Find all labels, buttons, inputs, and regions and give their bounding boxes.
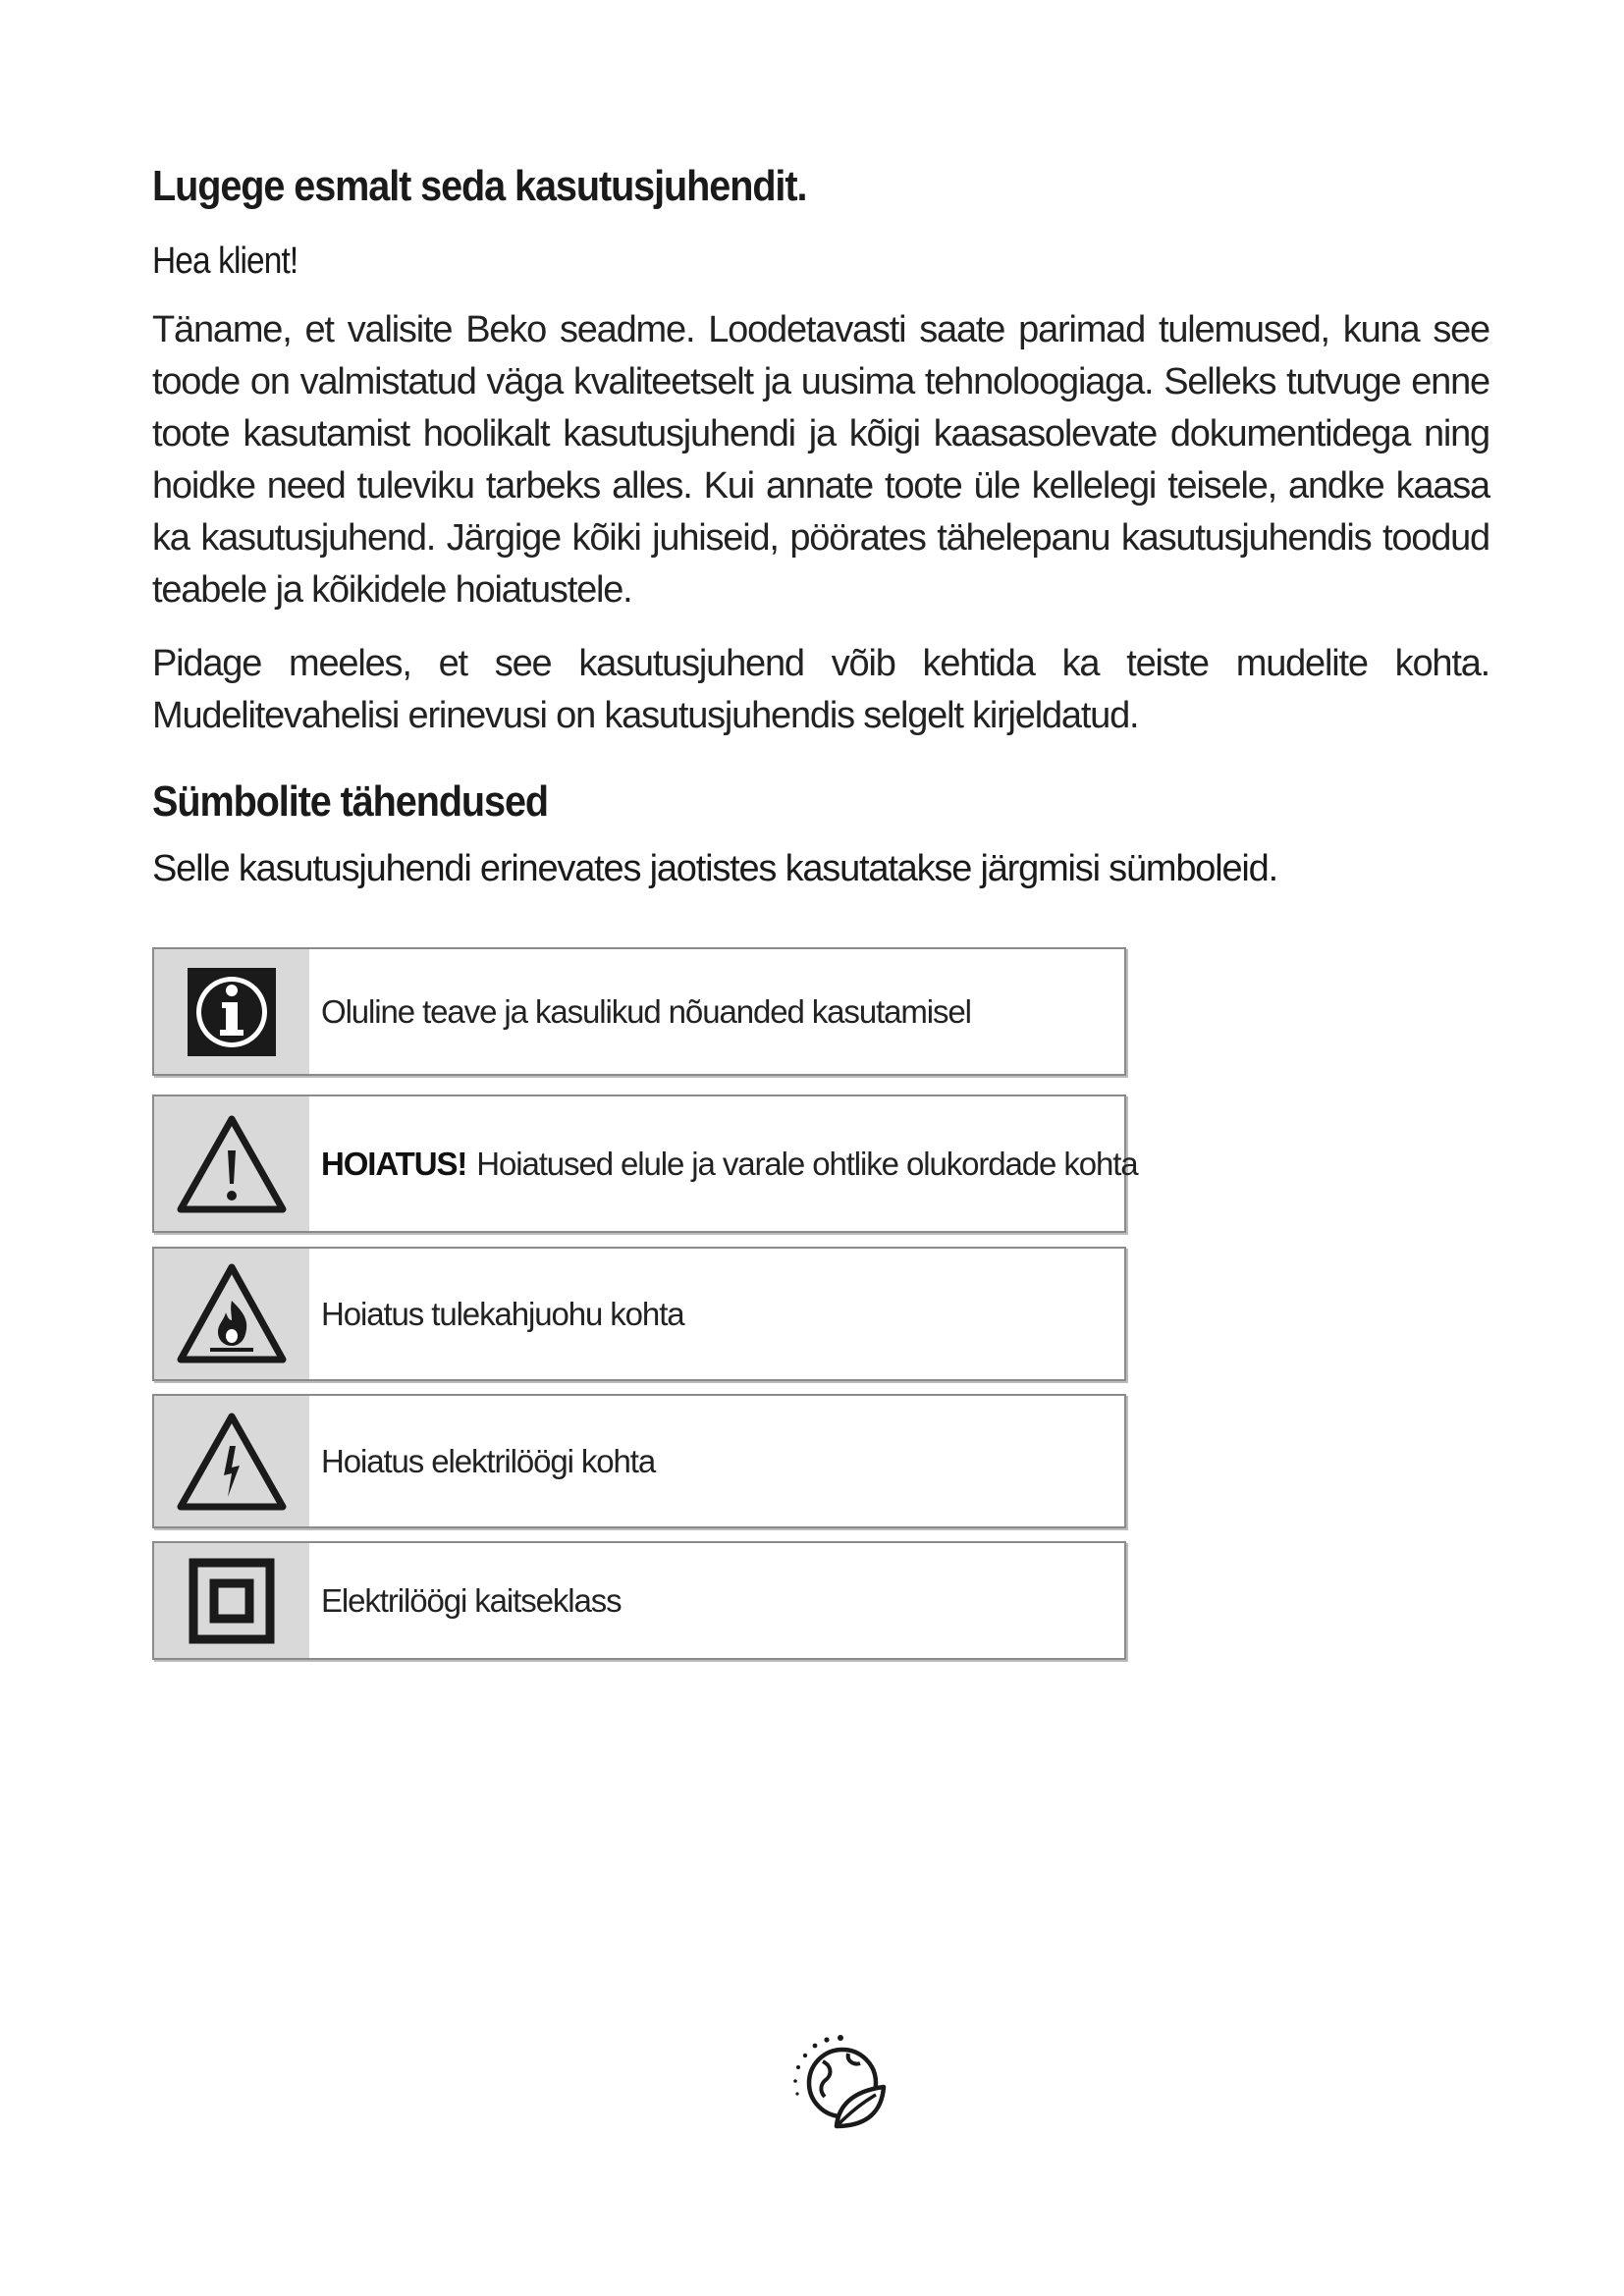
fire-warning-icon (175, 1261, 289, 1367)
symbol-row-fire (152, 1247, 1126, 1381)
symbol-row-info (152, 947, 1126, 1076)
symbol-label: Oluline teave ja kasulikud nõuanded kasutamisel (321, 992, 971, 1030)
warning-label-bold: HOIATUS! (321, 1145, 467, 1182)
eco-globe-leaf-icon (789, 2032, 892, 2134)
warning-triangle-icon (175, 1113, 289, 1215)
greeting-text: Hea klient! (152, 240, 298, 282)
symbol-row-electric (152, 1394, 1126, 1528)
symbol-label: Elektrilöögi kaitseklass (321, 1581, 622, 1619)
intro-section (152, 162, 1489, 890)
symbol-row-warning (152, 1095, 1138, 1233)
symbols-intro-text: Selle kasutusjuhendi erinevates jaotistes kasutatakse järgmisi sümboleid. (152, 848, 1277, 889)
intro-paragraph-2: Pidage meeles, et see kasutusjuhend võib kehtida ka teiste mudelite kohta. Mudelitevahelisi erinevusi on kasutusjuhendis selgelt kirjeldatud. (152, 643, 1489, 736)
page-title: Lugege esmalt seda kasutusjuhendit. (152, 162, 807, 210)
electric-warning-icon (175, 1411, 289, 1513)
double-insulation-icon (188, 1557, 276, 1645)
info-icon (185, 965, 279, 1059)
symbols-section-title: Sümbolite tähendused (152, 777, 549, 826)
symbol-label: Hoiatused elule ja varale ohtlike olukordade kohta (476, 1145, 1138, 1182)
intro-paragraph-1: Täname, et valisite Beko seadme. Loodetavasti saate parimad tulemused, kuna see toode on valmistatud väga kvaliteetselt ja uusima tehnoloogiaga. Selleks tutvuge enne toote kasutamist hoolikalt kasutusjuhendi ja kõigi kaasasolevate dokumentidega ning hoidke need tuleviku tarbeks alles. Kui annate toote üle kellelegi teisele, andke kaasa ka kasutusjuhend. Järgige kõiki juhiseid, pöörates tähelepanu kasutusjuhendis toodud teabele ja kõikidele hoiatustele. (152, 309, 1489, 611)
symbol-label: Hoiatus tulekahjuohu kohta (321, 1295, 684, 1332)
symbol-row-protection-class (152, 1541, 1126, 1660)
symbol-label: Hoiatus elektrilöögi kohta (321, 1442, 656, 1479)
